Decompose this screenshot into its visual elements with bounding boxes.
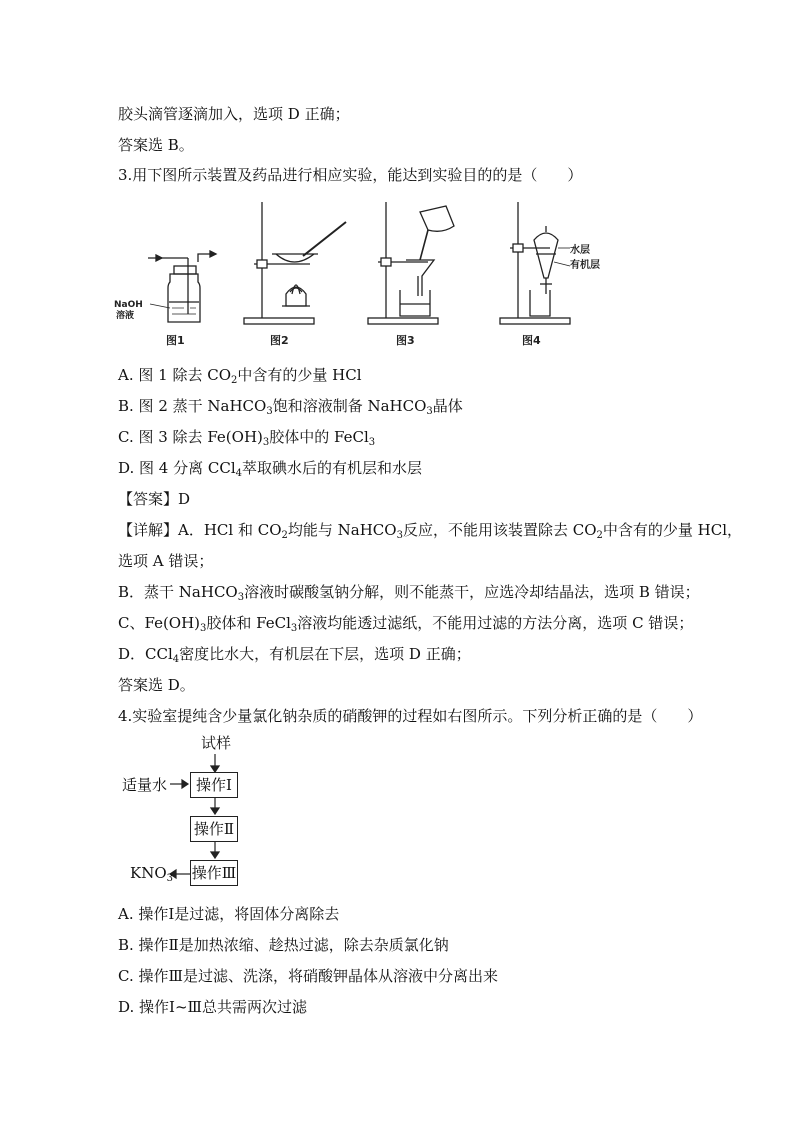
- question-4: 4.实验室提纯含少量氯化钠杂质的硝酸钾的过程如右图所示。下列分析正确的是（ ）: [118, 707, 703, 725]
- option-3a: A. 图 1 除去 $CO_2$中含有的少量 HCl: [118, 366, 362, 386]
- question-3: 3.用下图所示装置及药品进行相应实验，能达到实验目的的是（ ）: [118, 166, 583, 184]
- flow-op1: 操作Ⅰ: [190, 772, 238, 798]
- detail-3a-cont: 选项 A 错误；: [118, 552, 214, 570]
- naoh-label: NaOH: [114, 300, 143, 310]
- option-4c: C. 操作Ⅲ是过滤、洗涤，将硝酸钾晶体从溶液中分离出来: [118, 967, 498, 985]
- fig1-washing-bottle: [148, 251, 216, 322]
- organic-layer-label: 有机层: [570, 260, 600, 271]
- answer-3b: 答案选 D。: [118, 676, 195, 694]
- fig4-caption: 图4: [522, 334, 541, 347]
- option-4a: A. 操作Ⅰ是过滤，将固体分离除去: [118, 905, 340, 923]
- option-4b: B. 操作Ⅱ是加热浓缩、趁热过滤，除去杂质氯化钠: [118, 936, 449, 954]
- water-layer-label: 水层: [570, 245, 590, 256]
- naoh-label-2: 溶液: [116, 311, 135, 321]
- text-line: 答案选 B。: [118, 136, 194, 154]
- fig1-caption: 图1: [166, 334, 185, 347]
- flow-op3: 操作Ⅲ: [190, 860, 238, 886]
- fig4-separatory-funnel: [500, 202, 570, 324]
- detail-3d: D．CCl$_4$密度比水大，有机层在下层，选项 D 正确；: [118, 645, 471, 665]
- fig3-filtration: [368, 202, 454, 324]
- option-4d: D. 操作Ⅰ~Ⅲ总共需两次过滤: [118, 998, 307, 1016]
- text-line: 胶头滴管逐滴加入，选项 D 正确；: [118, 105, 350, 123]
- answer-3: 【答案】D: [118, 490, 191, 508]
- fig3-caption: 图3: [396, 334, 415, 347]
- process-flowchart: [118, 732, 278, 890]
- flow-op2: 操作Ⅱ: [190, 816, 238, 842]
- fig2-caption: 图2: [270, 334, 289, 347]
- flow-water: 适量水: [122, 776, 168, 794]
- flow-product: $KNO_3$: [130, 864, 174, 884]
- detail-3a: 【详解】A．HCl 和 $CO_2$均能与 NaHCO$_3$反应，不能用该装置除去 $CO_2$中含有的少量 HCl，: [118, 521, 742, 541]
- detail-3c: C、$Fe(OH)_3$胶体和 FeCl$_3$溶液均能透过滤纸，不能用过滤的方法分离，选项 C 错误；: [118, 614, 694, 634]
- option-3c: C. 图 3 除去 $Fe(OH)_3$胶体中的 FeCl$_3$: [118, 428, 376, 448]
- flow-sample: 试样: [201, 734, 232, 752]
- apparatus-figures: [110, 196, 620, 356]
- detail-3b: B．蒸干 NaHCO$_3$溶液时碳酸氢钠分解，则不能蒸干，应选冷却结晶法，选项 B 错误；: [118, 583, 700, 603]
- option-3b: B. 图 2 蒸干 NaHCO$_3$饱和溶液制备 NaHCO$_3$晶体: [118, 397, 463, 417]
- fig2-evaporation: [244, 202, 346, 324]
- option-3d: D. 图 4 分离 CCl$_4$萃取碘水后的有机层和水层: [118, 459, 423, 479]
